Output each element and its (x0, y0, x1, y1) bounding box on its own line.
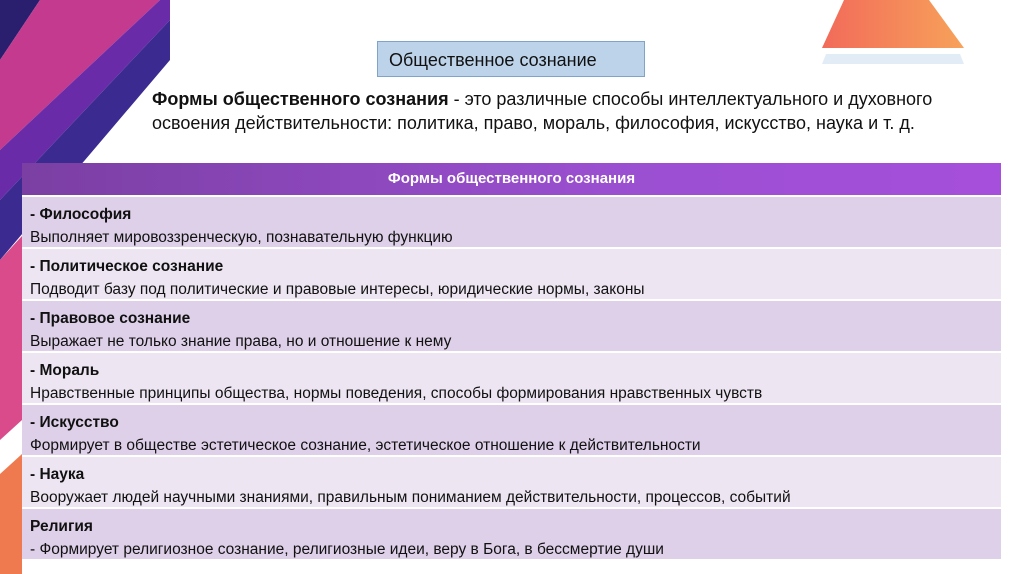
table-row (22, 507, 1001, 559)
table-row (22, 195, 1001, 247)
decorative-orange-trapezoid (764, 0, 1024, 80)
table-header: Формы общественного сознания (22, 163, 1001, 195)
table-row (22, 351, 1001, 403)
row-description: Выражает не только знание права, но и отношение к нему (30, 333, 452, 350)
row-heading: - Правовое сознание (30, 310, 191, 327)
definition-paragraph (152, 87, 982, 135)
row-heading: Религия (30, 518, 93, 535)
row-heading: - Политическое сознание (30, 258, 224, 275)
definition-text: - это различные способы интеллектуального и духовного освоения действительности: политика, право, мораль, философия, искусство, наука и т. д. (152, 89, 933, 133)
row-description: Выполняет мировоззренческую, познавательную функцию (30, 229, 453, 246)
row-description: Вооружает людей научными знаниями, правильным пониманием действительности, процессов, событий (30, 489, 791, 506)
row-description: Нравственные принципы общества, нормы поведения, способы формирования нравственных чувств (30, 385, 763, 402)
table-row (22, 455, 1001, 507)
section-title-box: Общественное сознание (377, 41, 645, 77)
row-heading: - Мораль (30, 362, 100, 379)
row-description: - Формирует религиозное сознание, религиозные идеи, веру в Бога, в бессмертие души (30, 541, 664, 558)
table-row (22, 403, 1001, 455)
row-description: Формирует в обществе эстетическое сознание, эстетическое отношение к действительности (30, 437, 701, 454)
row-heading: - Наука (30, 466, 85, 483)
row-description: Подводит базу под политические и правовые интересы, юридические нормы, законы (30, 281, 645, 298)
forms-table (22, 163, 1001, 559)
table-row (22, 247, 1001, 299)
definition-term: Формы общественного сознания (152, 89, 449, 109)
row-heading: - Искусство (30, 414, 119, 431)
table-row (22, 299, 1001, 351)
row-heading: - Философия (30, 206, 132, 223)
